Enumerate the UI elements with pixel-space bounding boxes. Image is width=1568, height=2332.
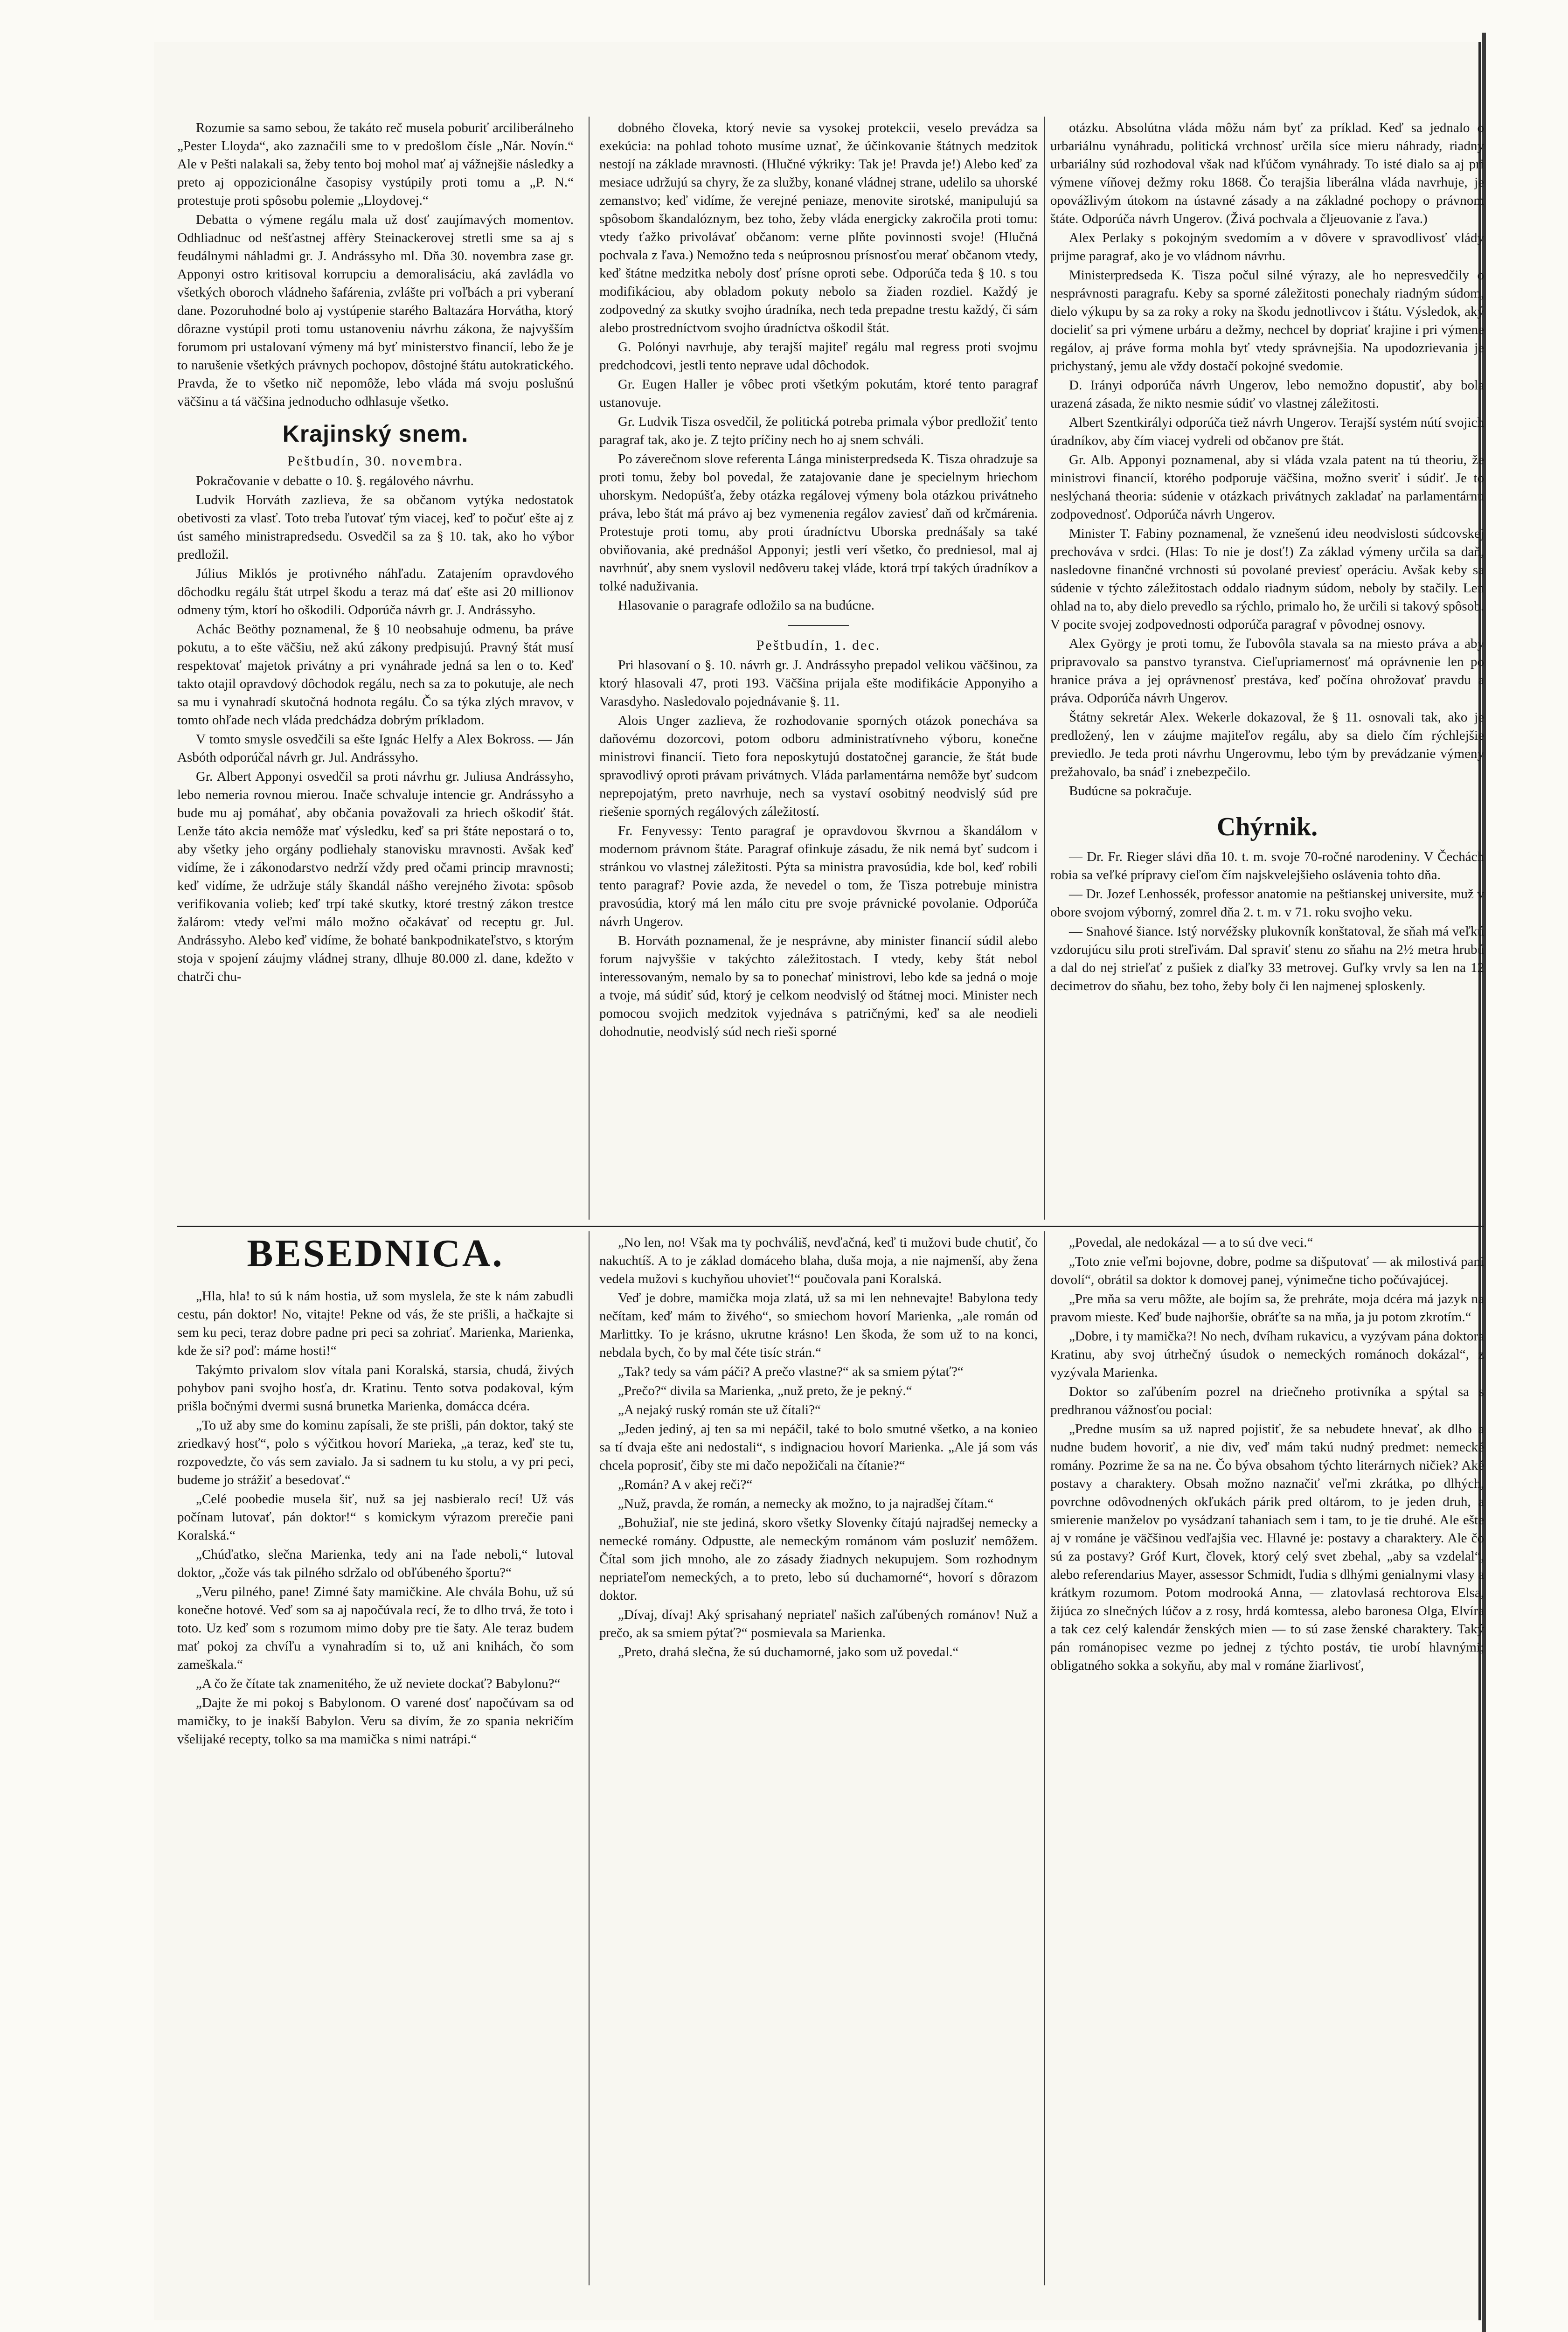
column-1 [177,119,574,987]
feuilleton-paragraph: „Nuž, pravda, že román, a nemecky ak možno, to ja najradšej čítam.“ [618,1496,994,1511]
article-paragraph: Debatta o výmene regálu mala už dosť zaujímavých momentov. Odhliadnuc od nešťastnej affèry Steinackerovej stretli sme sa aj s feudálnymi náhladmi gr. J. Andrássyho ml. Dňa 30. novembra zase gr. Apponyi ostro kritisoval korrupciu a demoralisáciu, aká zavládla vo všetkých oboroch vládneho šafárenia, zvlášte pri voľbách a pri vyberaní dane. Pozoruhodné bolo aj vystúpenie starého Baltazára Horvátha, ktorý dôrazne vystúpil proti tomu ustanoveniu návrhu zákona, že najvyšším forumom pri ustalovaní výmeny má byť ministerstvo financií, lebo že je to narušenie všetkých právnych pochopov, dôstojné štátu autokratického. Pravda, že to všetko nič nepomôže, lebo vláda má svoju poslušnú väčšinu a tá väčšina jednoducho odhlasuje všetko. [177,212,574,409]
article-paragraph: Albert Szentkirályi odporúča tiež návrh Ungerov. Terajší systém nútí svojich úradníkov, aby čím viacej vydreli od občanov pre štát. [1050,415,1484,448]
column-rule [1044,117,1045,1220]
feuilleton-paragraph: „Dívaj, dívaj! Aký sprisahaný nepriateľ našich zaľúbených románov! Nuž a prečo, ak sa smiem pýtať?“ posmievala sa Marienka. [599,1607,1038,1640]
feuilleton-paragraph: Takýmto privalom slov vítala pani Koralská, starsia, chudá, živých pohybov pani svojho hosťa, dr. Kratinu. Tento sotva podakoval, kým prišla bočnými dvermi susná brunetka Marienka, domácca dcéra. [177,1362,574,1414]
article-paragraph: Alois Unger zazlieva, že rozhodovanie sporných otázok ponecháva sa daňovému dozorcovi, potom odboru administratívneho výboru, konečne ministrovi financií. Tieto fora neposkytujú dostatočnej garancie, že štát bude spravodlivý oproti právam privátnych. Vláda parlamentárna nemôže byť sudcom neprepojatým, preto navrhuje, nech sa vystaví osobitný neodvislý súd pre riešenie sporných regálových záležitostí. [599,713,1038,819]
article-paragraph: Gr. Eugen Haller je vôbec proti všetkým pokutám, ktoré tento paragraf ustanovuje. [599,377,1038,410]
news-item: — Dr. Fr. Rieger slávi dňa 10. t. m. svoje 70-ročné narodeniny. V Čechách robia sa veľké prípravy cieľom čím najskvelejšieho oslávenia tohto dňa. [1050,849,1484,882]
article-paragraph: Gr. Ludvik Tisza osvedčil, že politická potreba primala výbor predložiť tento paragraf tak, ako je. Z tejto príčiny nech ho aj snem schváli. [599,414,1038,447]
article-paragraph: Alex György je proti tomu, že ľubovôla stavala sa na miesto práva a aby pripravovalo sa panstvo tyranstva. Cieľupriamernosť má oprávnenie len po hranice práva a jej oprávnenosť prestáva, keď počína ohrožovať pravdu a práva. Odporúča návrh Ungerov. [1050,636,1484,706]
feuilleton-paragraph: „Dajte že mi pokoj s Babylonom. O varené dosť napočúvam sa od mamičky, to je inakší Babylon. Veru sa divím, že zo spania nekričím všelijaké recepty, tolko sa ma mamička s nimi natrápi.“ [177,1695,574,1747]
article-paragraph: Alex Perlaky s pokojným svedomím a v dôvere v spravodlivosť vlády prijme paragraf, ako je vo vládnom návrhu. [1050,230,1484,264]
article-paragraph: Ministerpredseda K. Tisza počul silné výrazy, ale ho nepresvedčily o nesprávnosti paragrafu. Keby sa sporné záležitosti ponechaly riadným súdom, dielo výkupu by sa za roky a roky na škodu jednotlivcov i štátu. Výsledok, aký docieliť sa pri výmene urbáru a dežmy, nechcel by dopriať krajine i pri výmene regálov, aj práve forma mohla byť vtedy správnejšia. Na upodozrievania je prichystaný, jemu ale vždy dostačí pokojné svedomie. [1050,268,1484,374]
article-paragraph: B. Horváth poznamenal, že je nesprávne, aby minister financií súdil alebo forum najvyššie v takýchto záležitostach. I vtedy, keby štát nebol interessovaným, nemalo by sa to ponechať ministrovi, lebo kde sa jedná o moje a tvoje, má súdiť súd, ktorý je celkom neodvislý od štátnej moci. Minister nech pomocou svojich medzitok vyjednáva s patričnými, keď sa ale neodieli dohodnutie, neodvislý súd nech rieši sporné [599,933,1038,1039]
feuilleton-title-besednica: BESEDNICA. [247,1232,504,1275]
article-paragraph: Achác Beöthy poznamenal, že § 10 neobsahuje odmenu, ba práve pokutu, a to ešte väčšiu, než akú zákony predpisujú. Pravný štát musí respektovať majetok privátny a pri vynáhrade jedná sa len o to. Keď takto otajil opravdový dôchodok regálu, nech sa za to pokutuje, ale nech sa mu i vynahradí skutočná hodnota regálu. Čo sa týka zlých mravov, v tomto ohľade nech vláda predchádza dobrým príkladom. [177,622,574,728]
feuilleton-paragraph: „To už aby sme do kominu zapísali, že ste prišli, pán doktor, taký ste zriedkavý hosť“, polo s výčitkou hovorí Marieka, „a teraz, keď ste tu, rozpovedzte, čo vás sem zavialo. Ja si sadnem tu ku stolu, a vy pri peci, budeme jo strážiť a besedovať.“ [177,1418,574,1487]
column-rule [1044,1231,1045,2285]
article-paragraph: Ludvik Horváth zazlieva, že sa občanom vytýka nedostatok obetivosti za vlasť. Toto treba ľutovať tým viacej, keď to počuť ešte aj z úst samého ministrapredsedu. Osvedčil sa za § 10. tak, ako ho výbor predložil. [177,493,574,562]
feuilleton-paragraph: „Prečo?“ divila sa Marienka, „nuž preto, že je pekný.“ [618,1383,912,1398]
feuilleton-paragraph: „Chúďatko, slečna Marienka, tedy ani na ľade neboli,“ lutoval doktor, „čože vás tak pilného sdržalo od obľúbeného športu?“ [177,1547,574,1580]
feuilleton-paragraph: „Predne musím sa už napred pojistiť, že sa nebudete hnevať, ak dlho a nudne budem hovoriť, a nie div, veď mám takú nudný predmet: nemecké romány. Pozrime že sa na ne. Čo býva obsahom týchto literárnych ničiek? Aké postavy a charaktery. Obsah možno naznačiť veľmi zkrátka, po dlhých, povrchne odôvodnených okľukách párik pred oltárom, to je jeden druh, a smierenie manželov po vysádzaní tahaniach sem i tam, to je tie druhé. Ale ešte aj v románe je väčšinou vedľajšia vec. Hlavné je: postavy a charaktery. Ale čo sú za postavy? Gróf Kurt, človek, ktorý celý svet zbehal, „aby sa vzdelal“, alebo referendarius Mayer, assessor Schmidt, ľudia s dlhými genialnymi vlasy a krátkym rozumom. Potom modrooká Anna, — zlatovlasá rechtorova Elsa, žijúca zo slnečných lúčov a z rosy, hrdá komtessa, alebo baronesa Olga, Elvíra a tak cez celý kalendár ženských mien — to sú zase ženské charaktery. Taký pán románopisec vezme po jednej z týchto postáv, tie urobí hlavnými; obligatného sokka a sokyňu, aby mal v románe žiarlivosť, [1050,1422,1484,1673]
article-paragraph: G. Polónyi navrhuje, aby terajší majiteľ regálu mal regress proti svojmu predchodcovi, jestli tento neprave udal dôchodok. [599,340,1038,373]
feuilleton-paragraph: „Román? A v akej reči?“ [618,1477,753,1492]
column-rule [589,1231,590,2285]
feuilleton-paragraph: „Hla, hla! to sú k nám hostia, už som myslela, že ste k nám zabudli cestu, pán doktor! No, vitajte! Pekne od vás, že ste prišli, a hačkajte si sem ku peci, teraz dobre padne pri peci sa zohriať. Marienka, Marienka, kde že si? poď: máme hosti!“ [177,1289,574,1358]
article-paragraph: V tomto smysle osvedčili sa ešte Ignác Helfy a Alex Bokross. — Ján Asbóth odporúčal návrh gr. Jul. Andrássyho. [177,732,574,765]
article-paragraph: D. Irányi odporúča návrh Ungerov, lebo nemožno dopustiť, aby bola urazená zásada, že nikto nesmie súdiť vo vlastnej záležitosti. [1050,378,1484,411]
feuilleton-paragraph: „Toto znie veľmi bojovne, dobre, podme sa dišputovať — ak milostivá pani dovolí“, obrátil sa doktor k domovej panej, výnimečne ticho počúvajúcej. [1050,1254,1484,1287]
news-item: — Dr. Jozef Lenhossék, professor anatomie na peštianskej universite, muž v obore svojom výborný, zomrel dňa 2. t. m. v 71. roku svojho veku. [1050,887,1484,920]
column-3 [1050,119,1484,996]
article-paragraph: Štátny sekretár Alex. Wekerle dokazoval, že § 11. osnovali tak, ako je predložený, len v záujme majiteľov regálu, aby sa dielo čím rýchlejšie previedlo. Je teda proti návrhu Ungerovmu, lebo tým by prevádzanie výmeny prežahovalo, ba snáď i znebezpečilo. [1050,710,1484,779]
dateline: Peštbudín, 30. novembra. [287,453,464,469]
feuilleton-paragraph: Doktor so zaľúbením pozrel na driečneho protivníka a spýtal sa s predhranou vážnosťou pocial: [1050,1384,1484,1417]
article-paragraph: Budúcne sa pokračuje. [1069,784,1192,798]
feuilleton-paragraph: „Celé poobedie musela šiť, nuž sa jej nasbieralo recí! Už vás počínam lutovať, pán doktor!“ s komickym výrazom prerečie pani Koralská.“ [177,1492,574,1543]
article-paragraph: Pokračovanie v debatte o 10. §. regálového návrhu. [196,473,474,488]
article-paragraph: Gr. Albert Apponyi osvedčil sa proti návrhu gr. Juliusa Andrássyho, lebo nemeria rovnou mierou. Inače schvaluje intencie gr. Andrássyho a bude mu aj pomáhať, aby občania považovali za hriech oškodiť štát. Lenže táto akcia nemôže mať výsledku, keď sa pri štáte nepostará o to, aby všetky jeho orgány podliehaly stanovisku mravnosti. Avšak keď vidíme, že i zákonodarstvo nedrží vždy pred očami princip mravnosti; keď vidíme, že udržuje stály škandál nášho verejného života: spôsob verifikovania volieb; keď trpí také skutky, ktoré trestný zákon trestce žalárom: vtedy veľmi málo možno očakávať od receptu gr. Jul. Andrássyho. Alebo keď vidíme, že bohaté bankpodnikateľstvo, s ktorým stoja v spojení záujmy vládnej strany, dlhuje 80.000 zl. dane, kdežto v chatrči chu- [177,769,574,984]
feuilleton-column-3 [1050,1234,1484,1676]
feuilleton-paragraph: „A nejaký ruský román ste už čítali?“ [618,1402,821,1417]
feuilleton-paragraph: „Dobre, i ty mamička?! No nech, dvíham rukavicu, a vyzývam pána doktora Kratinu, aby svoj útrhečný úsudok o nemeckých románoch dokázal“, z vyzývala Marienka. [1050,1329,1484,1380]
column-2 [599,119,1038,1042]
feuilleton-paragraph: „No len, no! Však ma ty pochváliš, nevďačná, keď ti mužovi bude chutiť, čo nakuchtíš. A to je základ domáceho blaha, duša moja, a nie najmenší, aby žena vedela mužovi s kuchyňou uhovieť!“ poučovala pani Koralská. [599,1235,1038,1286]
article-paragraph: Fr. Fenyvessy: Tento paragraf je opravdovou škvrnou a škandálom v modernom právnom štáte. Paragraf ofinkuje zásadu, že nik nemá byť sudcom i stránkou vo vlastnej záležitosti. Pýta sa ministra pravosúdia, kde bol, keď robili tento paragraf? Povie azda, že nevedel o tom, že Tisza potrebuje ministra pravosúdia, ktorý má len málo citu pre svoje právnické povolanie. Odporúča návrh Ungerov. [599,823,1038,929]
feuilleton-column-1 [177,1287,574,1749]
article-paragraph: otázku. Absolútna vláda môžu nám byť za príklad. Keď sa jednalo o urbariálnu vynáhradu, politická vrchnosť určila síce mieru náhrady, riadny urbariálny súd rozhodoval však nad kľúčom vynáhrady. To isté dialo sa aj pri výmene víňovej dežmy roku 1868. Čo terajšia liberálna vláda navrhuje, je opovážlivým útokom na ústavné zásady a na základné pochopy o právnom štáte. Odporúča návrh Ungerov. (Živá pochvala a čljeuovanie z ľava.) [1050,120,1484,226]
article-paragraph: Július Miklós je protivného náhľadu. Zatajením opravdového dôchodku regálu štát utrpel škodu a teraz má dať ešte asi 20 millionov odmeny tým, ktorí ho oškodili. Odporúča návrh gr. J. Andrássyho. [177,566,574,618]
article-paragraph: dobného človeka, ktorý nevie sa vysokej protekcii, veselo prevádza sa exekúcia: na pohlad tohoto musíme uznať, že účinkovanie štátnych medzitok nestojí na základe mravnosti. (Hlučné výkriky: Tak je! Pravda je!) Alebo keď za mesiace udržujú sa chyry, že za služby, konané vládnej strane, udelilo sa uhorské zemanstvo; keď vidíme, že verejné peniaze, menovite sirotské, manipulujú sa spôsobom škandalóznym, bez toho, žeby vláda energicky zakročila proti tomu: vtedy ťažko privolávať občanom: verne plňte povinnosti svoje! (Hlučná pochvala z ľava.) Nemožno teda s neúprosnou prísnosťou merať občanom vtedy, keď štátne medzitka neboly dosť prísne oproti sebe. Odporúča teda § 10. s tou modifikáciou, aby obladom pokuty nebolo sa žiaden rozdiel. Každý je zodpovedný za skutky svojho úradníka, nech teda prepadne trestu každý, či sám alebo prostredníctvom svojho úradníctva oškodil štát. [599,120,1038,335]
article-paragraph: Pri hlasovaní o §. 10. návrh gr. J. Andrássyho prepadol velikou väčšinou, za ktorý hlasovali 47, proti 193. Väčšina prijala ešte modifikácie Apponyiho a Varasdyho. Nasledovalo pojednávanie §. 11. [599,658,1038,709]
article-paragraph: Rozumie sa samo sebou, že takáto reč musela poburiť arciliberálneho „Pester Lloyda“, ako zaznačili sme to v predošlom čísle „Nár. Novín.“ Ale v Pešti nalakali sa, žeby tento boj mohol mať aj vážnejšie následky a preto aj oppozicionálne časopisy vystúpily proti tomu a „P. N.“ protestuje proti spôsobu polemie „Lloydovej.“ [177,120,574,208]
column-rule [589,117,590,1220]
dateline: Peštbudín, 1. dec. [756,638,881,653]
feuilleton-paragraph: „Pre mňa sa veru môžte, ale bojím sa, že prehráte, moja dcéra má jazyk na pravom mieste. Keď bude najhoršie, obráťte sa na mňa, ja ju potom zkrotím.“ [1050,1291,1484,1325]
article-paragraph: Minister T. Fabiny poznamenal, že vznešenú ideu neodvislosti súdcovskej prechováva v srdci. (Hlas: To nie je dosť!) Za základ výmeny určila sa daň, nasledovne finančné vrchnosti sú povolané previesť operáciu. Avšak keby sa súdenie v týchto záležitostach oddalo riadnym súdom, neboly by stačily. Len ohlad na to, aby dielo prevedlo sa rýchlo, primalo ho, že určili si takový spôsob. V pocite svojej zodpovednosti odporúča paragraf v pôvodnej osnovy. [1050,526,1484,632]
short-rule [788,625,849,626]
feuilleton-paragraph: „Veru pilného, pane! Zimné šaty mamičkine. Ale chvála Bohu, už sú konečne hotové. Veď som sa aj napočúvala recí, že to dlho trvá, že toto i toto. Uz keď som s rozumom mimo doby pre tie šaty. Ale teraz budem mať pokoj za chvíľu a vynahradím si to, už ani knihách, čo som zameškala.“ [177,1584,574,1672]
feuilleton-paragraph: „A čo že čítate tak znamenitého, že už neviete dockať? Babylonu?“ [196,1676,561,1691]
news-item: — Snahové šiance. Istý norvéžsky plukovník konštatoval, že sňah má veľkú vzdorujúcu silu proti streľivám. Dal spraviť stenu zo sňahu na 2½ metra hrubú a dal do nej strieľať z pušiek z diaľky 33 metrovej. Guľky vrvly sa len na 12 decimetrov do sňahu, bez toho, žeby boly či len najmenej sploskenly. [1050,924,1484,993]
feuilleton-paragraph: „Jeden jediný, aj ten sa mi nepáčil, také to bolo smutné všetko, a na konieo sa tí dvaja ešte ani nedostali“, s indignaciou hovorí Marienka. „Ale já som vás chcela poprosiť, čiby ste mi dačo nepožičali na čítanie?“ [599,1422,1038,1473]
feuilleton-paragraph: „Tak? tedy sa vám páči? A prečo vlastne?“ ak sa smiem pýtať?“ [618,1364,964,1379]
feuilleton-column-2 [599,1234,1038,1662]
feuilleton-separator-rule [177,1226,1484,1227]
article-paragraph: Hlasovanie o paragrafe odložilo sa na budúcne. [618,598,874,613]
feuilleton-paragraph: „Bohužiaľ, nie ste jediná, skoro všetky Slovenky čítajú najradšej nemecky a nemecké romány. Odpustte, ale nemeckým románom vám posluziť nemôžem. Čítal som jich mnoho, ale zo zásady žiadnych nekupujem. Som rozhodnym nepriateľom nemeckých, a to preto, lebo sú duchamorné“, hovorí s dôrazom doktor. [599,1515,1038,1603]
section-title-chyrnik: Chýrnik. [1216,812,1318,841]
article-paragraph: Gr. Alb. Apponyi poznamenal, aby si vláda vzala patent na tú theoriu, že ministrovi financií, ktorého podporuje väčšina, možno sveriť i súdiť. Je to neslýchaná theoria: súdenie v otázkach privátnych zakladať na parlamentárnu zodpovednosť. Odporúča návrh Ungerov. [1050,452,1484,522]
article-paragraph: Po záverečnom slove referenta Lánga ministerpredseda K. Tisza ohradzuje sa proti tomu, žeby bol povedal, že zatajovanie dane je specielnym hriechom uhorskym. Nedopúšťa, žeby otázka regálovej výmeny bola otázkou privátneho práva, lebo štát má právo aj bez vymenenia regálov zaviesť daň od krčmárenia. Protestuje proti tomu, aby proti úradníctvu Uborska prednášaly sa také obviňovania, aké prednášol Apponyi; jestli verí všetko, čo predniesol, mal aj navrhnúť, aby snem vyslovil nedôveru takej vláde, ktorá trpí takých úradníkov a tolké naduživania. [599,451,1038,594]
feuilleton-paragraph: Veď je dobre, mamička moja zlatá, už sa mi len nehnevajte! Babylona tedy nečítam, keď mám to živého“, so smiechom hovorí Marienka, „ale román od Marlittky. To je krásno, ukrutne krásno! Len škoda, že som už to na konci, nebdala bych, čo by mal čéte tisíc strán.“ [599,1291,1038,1360]
section-title-krajinsky-snem: Krajinský snem. [282,421,469,447]
feuilleton-paragraph: „Preto, drahá slečna, že sú duchamorné, jako som už povedal.“ [618,1645,959,1659]
feuilleton-paragraph: „Povedal, ale nedokázal — a to sú dve veci.“ [1069,1235,1313,1250]
